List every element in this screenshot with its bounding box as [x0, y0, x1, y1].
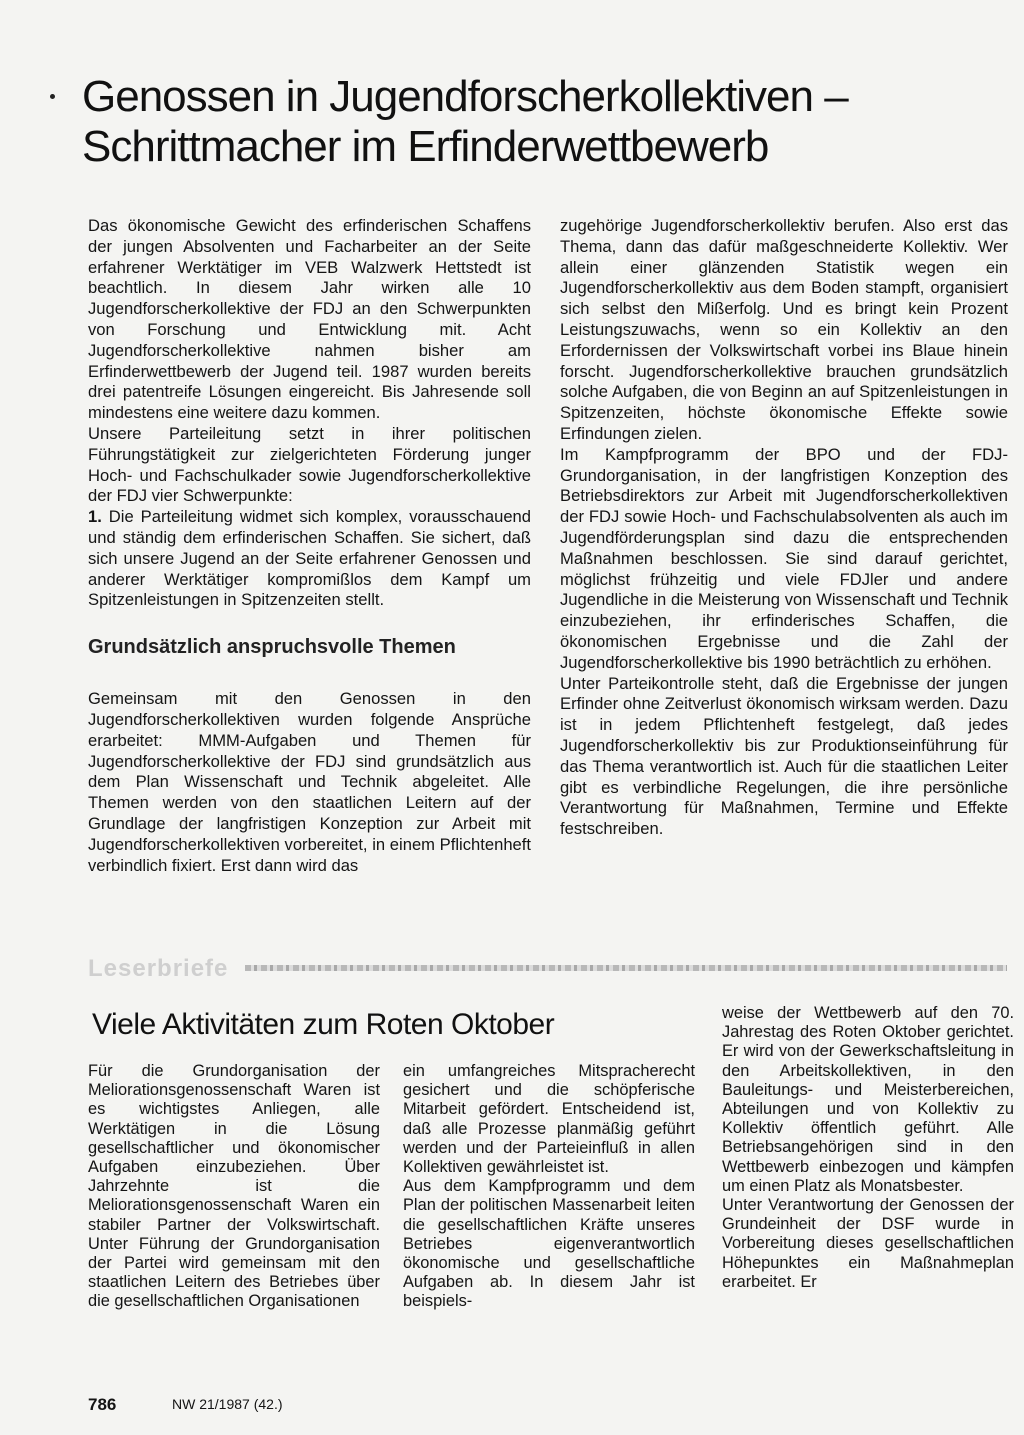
section-subheading: Grundsätzlich anspruchsvolle Themen: [88, 636, 456, 659]
letter-column-3: [722, 1004, 1014, 1292]
paragraph: Unter Parteikontrolle steht, daß die Ergebnisse der jungen Erfinder ohne Zeitverlust ökonomisch wirksam werden. Dazu ist in jedem Pflichtenheft festgelegt, daß jedes Jugendforscherkollektiv bis zur Produktionseinführung für das Thema verantwortlich ist. Auch für die staatlichen Leiter gibt es verbindliche Regelungen, die ihre persönliche Verantwortung für Maßnahmen, Termine und Effekte festschreiben.: [560, 673, 1008, 839]
letter-column-1: [88, 1062, 380, 1312]
paragraph: zugehörige Jugendforscherkollektiv berufen. Also erst das Thema, dann das dafür maßgeschneiderte Kollektiv. Wer allein einer glänzenden Statistik wegen ein Jugendforscherkollektiv aus dem Boden stampft, organisiert sich selbst den Mißerfolg. Und es bringt kein Prozent Leistungszuwachs, wenn so ein Kollektiv an den Erfordernissen der Volkswirtschaft vorbei ins Blaue hinein forscht. Jugendforscherkollektive brauchen grundsätzlich solche Aufgaben, die von Beginn an auf Spitzenleistungen in Spitzenzeiten, höchste ökonomische Effekte sowie Erfindungen zielen.: [560, 216, 1008, 443]
print-speck: [50, 94, 55, 99]
list-text: Die Parteileitung widmet sich komplex, vorausschauend und ständig dem erfinderischen Schaffen. Sie sichert, daß sich unsere Jugend an der Seite erfahrener Genossen und anderer Werktätiger kompromißlos dem Kampf um Spitzenleistungen in Spitzenzeiten stellt.: [88, 507, 531, 610]
paragraph: Für die Grundorganisation der Meliorationsgenossenschaft Waren ist es wichtigstes Anliegen, alle Werktätigen in die Lösung gesellschaftlicher und ökonomischer Aufgaben einzubeziehen. Über Jahrzehnte ist die Meliorationsgenossenschaft Waren ein stabiler Partner der Volkswirtschaft. Unter Führung der Grundorganisation der Partei wird gemeinsam mit den staatlichen Leitern des Betriebes über die gesellschaftlichen Organisationen: [88, 1062, 380, 1311]
letter-title: Viele Aktivitäten zum Roten Oktober: [92, 1008, 555, 1041]
paragraph: Unsere Parteileitung setzt in ihrer politischen Führungstätigkeit zur zielgerichteten Förderung junger Hoch- und Fachschulkader sowie Jugendforscherkollektive der FDJ vier Schwerpunkte:: [88, 423, 531, 506]
title-line-2: Schrittmacher im Erfinderwettbewerb: [82, 122, 769, 171]
paragraph: [88, 507, 531, 611]
paragraph: Unter Verantwortung der Genossen der Grundeinheit der DSF wurde in Vorbereitung dieses gesellschaftlichen Höhepunktes ein Maßnahmeplan erarbeitet. Er: [722, 1196, 1014, 1291]
article-title: [82, 72, 1002, 172]
letter-column-2: [403, 1062, 695, 1312]
issue-reference: NW 21/1987 (42.): [172, 1396, 283, 1412]
article-left-column: [88, 216, 531, 876]
paragraph: weise der Wettbewerb auf den 70. Jahrestag des Roten Oktober gerichtet. Er wird von der Gewerkschaftsleitung in den Arbeitskollektiven, in den Bauleitungs- und Meisterbereichen, Abteilungen und von Kollektiv zu Kollektiv öffentlich geführt. Alle Betriebsangehörigen sind in den Wettbewerb einbezogen und kämpfen um einen Platz als Monatsbester.: [722, 1004, 1014, 1195]
paragraph: Aus dem Kampfprogramm und dem Plan der politischen Massenarbeit leiten die gesellschaftlichen Kräfte unseres Betriebes eigenverantwortlich ökonomische und gesellschaftliche Aufgaben ab. In diesem Jahr ist beispiels-: [403, 1177, 695, 1311]
section-label: Leserbriefe: [88, 955, 229, 982]
section-divider: [245, 965, 1007, 971]
paragraph: ein umfangreiches Mitspracherecht gesichert und die schöpferische Mitarbeit gefördert. Entscheidend ist, daß alle Prozesse planmäßig geführt werden und der Parteieinfluß in allen Kollektiven gewährleistet ist.: [403, 1062, 695, 1177]
paragraph: Gemeinsam mit den Genossen in den Jugendforscherkollektiven wurden folgende Ansprüche erarbeitet: MMM-Aufgaben und Themen für Jugendforscherkollektive der FDJ sind grundsätzlich aus dem Plan Wissenschaft und Technik abgeleitet. Alle Themen werden von den staatlichen Leitern auf der Grundlage der langfristigen Konzeption zur Arbeit mit Jugendforscherkollektiven vorbereitet, in einem Pflichtenheft verbindlich fixiert. Erst dann wird das: [88, 689, 531, 875]
page-number: 786: [88, 1395, 117, 1414]
list-number: 1.: [88, 507, 102, 527]
title-line-1: Genossen in Jugendforscherkollektiven –: [82, 72, 848, 121]
article-right-column: [560, 216, 1008, 840]
paragraph: Im Kampfprogramm der BPO und der FDJ-Grundorganisation, in der langfristigen Konzeption des Betriebsdirektors zur Arbeit mit Jugendforscherkollektiven der FDJ sowie Hoch- und Fachschulabsolventen als auch im Jugendförderungsplan sind dazu die entsprechenden Maßnahmen beschlossen. Sie sind darauf gerichtet, möglichst frühzeitig und viele FDJler und andere Jugendliche in die Meisterung von Wissenschaft und Technik einzubeziehen, ihr erfinderisches Schaffen, die ökonomischen Ergebnisse und die Zahl der Jugendforscherkollektive bis 1990 beträchtlich zu erhöhen.: [560, 444, 1008, 672]
paragraph: Das ökonomische Gewicht des erfinderischen Schaffens der jungen Absolventen und Facharbeiter an der Seite erfahrener Werktätiger im VEB Walzwerk Hettstedt ist beachtlich. In diesem Jahr wirken alle 10 Jugendforscherkollektive der FDJ an den Schwerpunkten von Forschung und Entwicklung mit. Acht Jugendforscherkollektive nahmen bisher am Erfinderwettbewerb der Jugend teil. 1987 wurden bereits drei patentreife Lösungen eingereicht. Bis Jahresende soll mindestens eine weitere dazu kommen.: [88, 216, 531, 423]
